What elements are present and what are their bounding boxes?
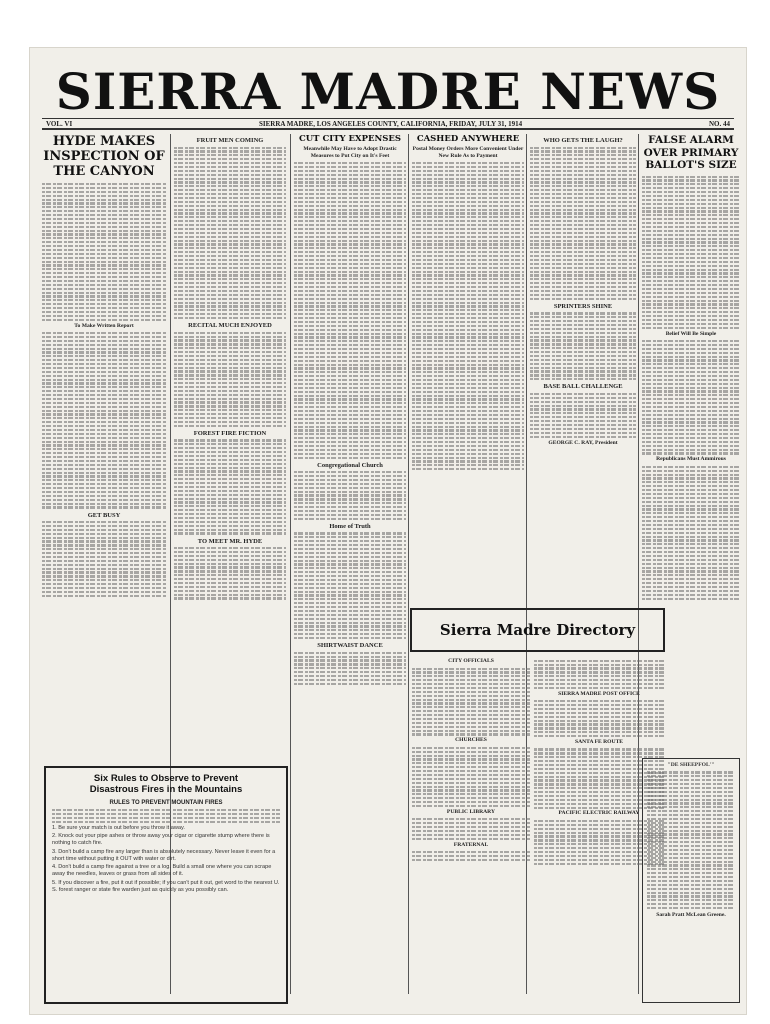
subhead-belief: Belief Will Be Simple [665, 330, 717, 337]
fire-box-title-1: Six Rules to Observe to Prevent [93, 773, 239, 784]
column-3 [294, 134, 406, 1004]
headline-cashed: CASHED ANYWHERE [416, 134, 520, 144]
headline-home-of-truth: Home of Truth [329, 522, 371, 530]
dir-santa-fe: SANTA FE ROUTE [574, 738, 624, 745]
subhead-cashed: Postal Money Orders More Convenient Under New Rule As to Payment [412, 146, 524, 159]
dir-pacific-electric: PACIFIC ELECTRIC RAILWAY [558, 810, 640, 817]
article-body [174, 332, 286, 427]
fire-rule-3: 3. Don't build a camp fire any larger than is absolutely necessary. Never leave it even for a short time without putting it OUT with water or dirt. [52, 848, 276, 862]
article-body [642, 340, 740, 455]
article-body [412, 162, 524, 470]
poem-box [642, 758, 740, 1003]
fire-box-body [52, 809, 280, 894]
dir-listing [534, 660, 664, 689]
subhead-cut-city: Meanwhile May Have to Adopt Drastic Measures to Put City on It's Feet [303, 146, 397, 159]
signature-ray: GEORGE C. RAY, President [548, 439, 618, 446]
poem-title: "DE SHEEPFOL'" [667, 762, 715, 768]
column-4 [412, 134, 524, 604]
article-body [174, 547, 286, 600]
article-body [294, 471, 406, 520]
article-body [294, 162, 406, 459]
fire-box-subtitle: RULES TO PREVENT MOUNTAIN FIRES [109, 800, 223, 806]
dir-listing [534, 700, 664, 737]
headline-hyde: HYDE MAKES INSPECTION OF THE CANYON [43, 134, 165, 179]
column-rule [408, 134, 409, 994]
dir-city-officials: CITY OFFICIALS [448, 658, 494, 664]
newspaper-page [30, 48, 746, 1014]
article-body [42, 183, 166, 321]
headline-meet-hyde: TO MEET MR. HYDE [197, 537, 263, 545]
fire-rule-1: 1. Be sure your match is out before you throw it away. [52, 824, 185, 831]
dir-listing [412, 668, 530, 736]
article-body [642, 176, 740, 329]
article-body [294, 532, 406, 639]
dateline [42, 118, 734, 130]
dir-churches: CHURCHES [455, 737, 487, 744]
article-body [530, 312, 636, 380]
article-body [174, 439, 286, 534]
headline-congregational: Congregational Church [317, 461, 383, 469]
headline-fruit-men: FRUIT MEN COMING [196, 137, 264, 144]
poem-author: Sarah Pratt McLean Greene. [656, 912, 726, 919]
dir-fraternal: FRATERNAL [453, 841, 489, 848]
headline-baseball: BASE BALL CHALLENGE [543, 383, 623, 391]
headline-laugh: WHO GETS THE LAUGH? [543, 137, 623, 144]
headline-recital: RECITAL MUCH ENJOYED [188, 322, 272, 330]
fire-rule-4: 4. Don't build a camp fire against a tree or a log. Build a small one where you can scrape away the needles, leaves or grass from all sides of it. [52, 864, 272, 878]
issue-number: NO. 44 [708, 119, 730, 128]
dir-listing [412, 747, 530, 807]
article-body [174, 147, 286, 320]
volume-label: VOL. VI [46, 119, 73, 128]
article-body [42, 521, 166, 597]
fire-rule-5: 5. If you discover a fire, put it out if possible; if you can't put it out, get word to the nearest U. S. forest ranger or state fire warden just as quickly as you possibly can. [52, 880, 280, 893]
masthead-title: SIERRA MADRE NEWS [55, 62, 721, 121]
article-body [294, 652, 406, 685]
article-body [42, 332, 166, 509]
article-body [530, 393, 636, 438]
column-5 [530, 134, 636, 604]
headline-forest-fire: FOREST FIRE FICTION [193, 429, 267, 437]
fire-rules-box [44, 766, 288, 1004]
directory-left [412, 658, 530, 1003]
directory-banner: Sierra Madre Directory [410, 608, 665, 652]
poem-verses [647, 771, 735, 909]
dateline-center: SIERRA MADRE, LOS ANGELES COUNTY, CALIFORNIA, FRIDAY, JULY 31, 1914 [258, 119, 523, 128]
fire-box-title-2: Disastrous Fires in the Mountains [89, 784, 243, 795]
fire-rule-2: 2. Knock out your pipe ashes or throw away your cigar or cigarette stump where there is nothing to catch fire. [52, 833, 270, 847]
article-body [642, 466, 740, 600]
subhead-republicans: Republicans Must Ammirous [656, 456, 726, 463]
subhead-written-report: To Make Written Report [74, 322, 134, 329]
headline-sprinters: SPRINTERS SHINE [553, 302, 613, 310]
dir-listing [412, 818, 530, 840]
dir-listing [412, 851, 530, 861]
article-body [530, 147, 636, 300]
subhead-get-busy: GET BUSY [87, 511, 121, 519]
headline-cut-city: CUT CITY EXPENSES [298, 134, 402, 144]
headline-false-alarm: FALSE ALARM OVER PRIMARY BALLOT'S SIZE [643, 134, 739, 171]
headline-shirtwaist: SHIRTWAIST DANCE [317, 642, 383, 650]
column-1 [42, 134, 166, 764]
column-2 [174, 134, 286, 764]
dir-library: PUBLIC LIBRARY [446, 808, 496, 815]
column-rule [290, 134, 291, 994]
dir-post-office: SIERRA MADRE POST OFFICE [558, 690, 640, 697]
